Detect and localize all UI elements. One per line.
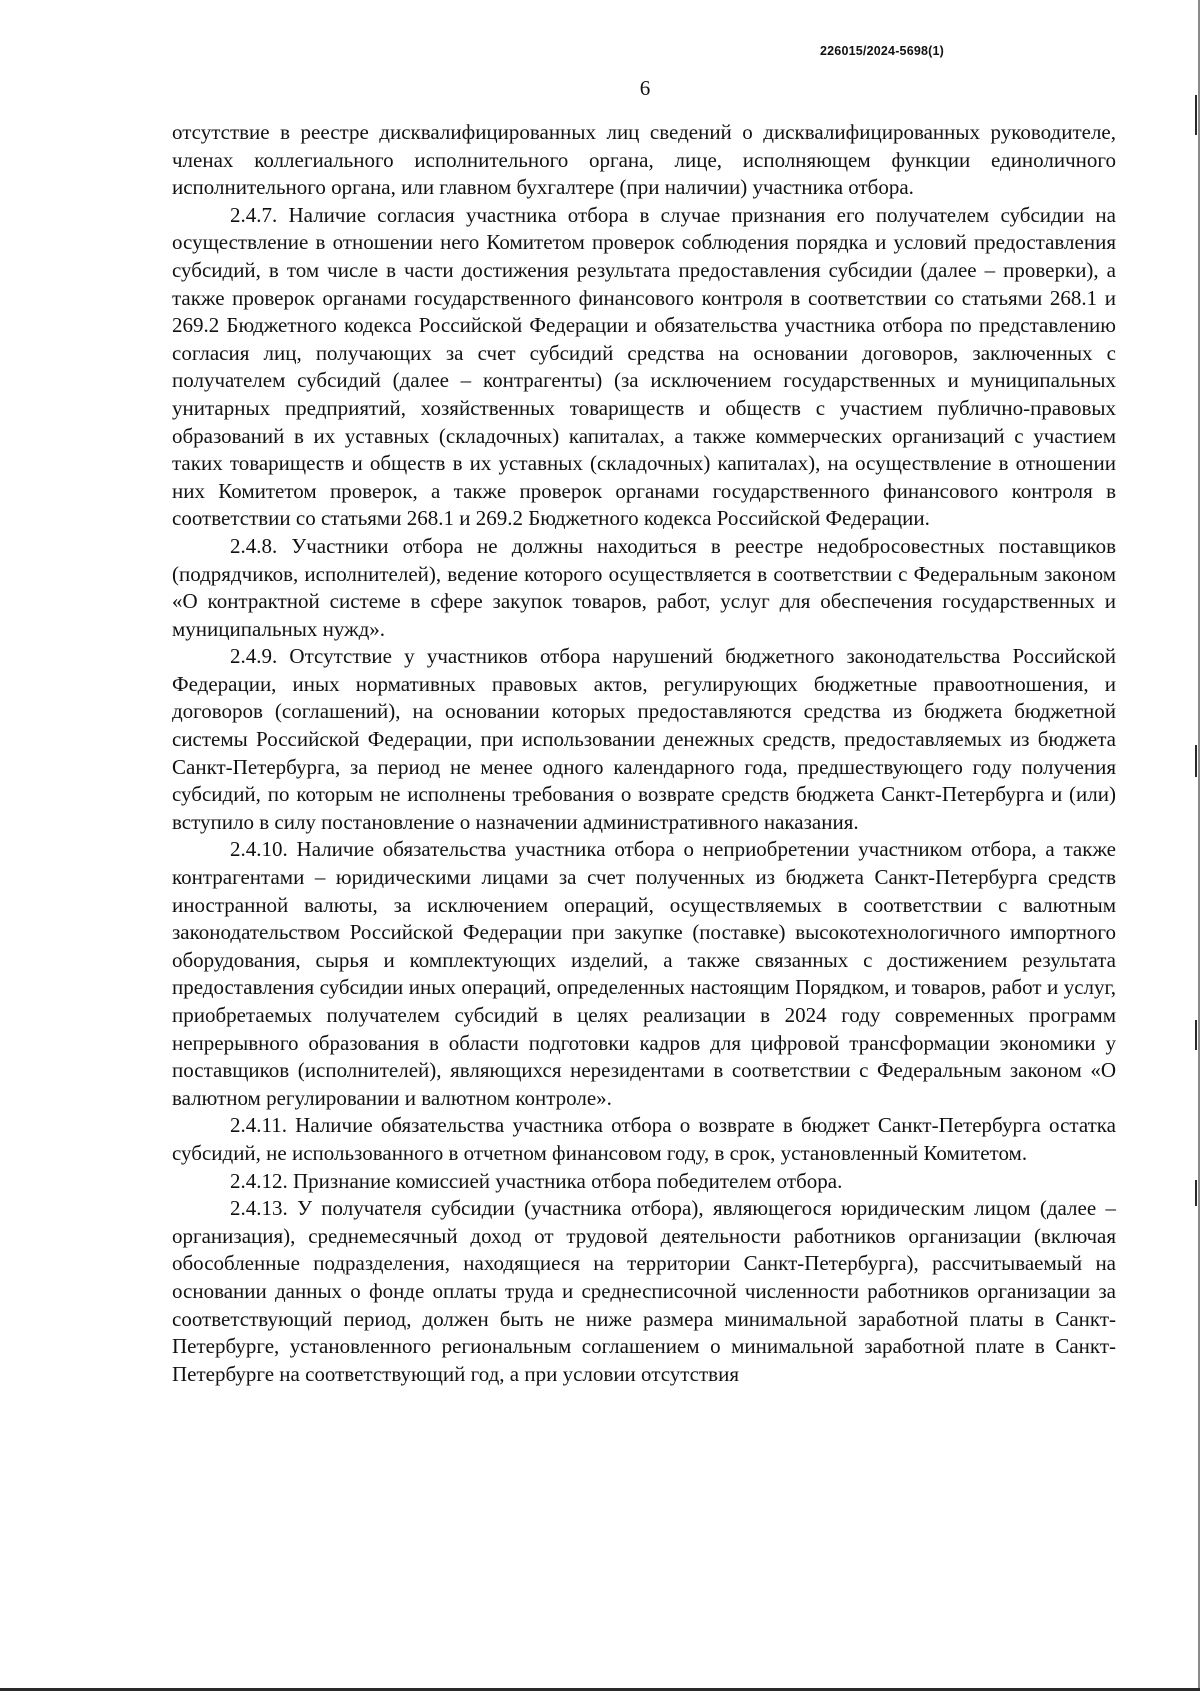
paragraph-2-4-7: 2.4.7. Наличие согласия участника отбора в случае признания его получателем субсидии на осуществление в отношении него Комитетом проверок соблюдения порядка и условий предоставления субсидий, в том числе в части достижения результата предоставления субсидии (далее – проверки), а также проверок органами государственного финансового контроля в соответствии со статьями 268.1 и 269.2 Бюджетного кодекса Российской Федерации и обязательства участника отбора по представлению согласия лиц, получающих за счет субсидий средства на основании договоров, заключенных с получателем субсидий (далее – контрагенты) (за исключением государственных и муниципальных унитарных предприятий, хозяйственных товариществ и обществ с участием публично-правовых образований в их уставных (складочных) капиталах, а также коммерческих организаций с участием таких товариществ и обществ в их уставных (складочных) капиталах), на осуществление в отношении них Комитетом проверок, а также проверок органами государственного финансового контроля в соответствии со статьями 268.1 и 269.2 Бюджетного кодекса Российской Федерации.	[172, 202, 1116, 531]
paragraph-2-4-8: 2.4.8. Участники отбора не должны находиться в реестре недобросовестных поставщиков (подрядчиков, исполнителей), ведение которого осуществляется в соответствии с Федеральным законом «О контрактной системе в сфере закупок товаров, работ, услуг для обеспечения государственных и муниципальных нужд».	[172, 533, 1116, 641]
paragraph-2-4-12: 2.4.12. Признание комиссией участника отбора победителем отбора.	[230, 1168, 843, 1193]
scan-artifact-mark	[1195, 95, 1197, 135]
document-body	[172, 119, 1116, 1388]
paragraph-2-4-13: 2.4.13. У получателя субсидии (участника отбора), являющегося юридическим лицом (далее – организация), среднемесячный доход от трудовой деятельности работников организации (включая обособленные подразделения, находящиеся на территории Санкт-Петербурга), рассчитываемый на основании данных о фонде оплаты труда и среднесписочной численности работников организации за соответствующий период, должен быть не ниже размера минимальной заработной платы в Санкт-Петербурге, установленного региональным соглашением о минимальной заработной плате в Санкт-Петербурге на соответствующий год, а при условии отсутствия	[172, 1196, 1116, 1386]
paragraph-continuation: отсутствие в реестре дисквалифицированных лиц сведений о дисквалифицированных руководителе, членах коллегиального исполнительного органа, лице, исполняющем функции единоличного исполнительного органа, или главном бухгалтере (при наличии) участника отбора.	[172, 120, 1116, 200]
page-number: 6	[639, 76, 651, 100]
document-registration-number: 226015/2024-5698(1)	[820, 44, 945, 58]
paragraph-2-4-10: 2.4.10. Наличие обязательства участника отбора о неприобретении участником отбора, а также контрагентами – юридическими лицами за счет полученных из бюджета Санкт-Петербурга средств иностранной валюты, за исключением операций, осуществляемых в соответствии с валютным законодательством Российской Федерации при закупке (поставке) высокотехнологичного импортного оборудования, сырья и комплектующих изделий, а также связанных с достижением результата предоставления субсидии иных операций, определенных настоящим Порядком, и товаров, работ и услуг, приобретаемых получателем субсидий в целях реализации в 2024 году современных программ непрерывного образования в области подготовки кадров для цифровой трансформации экономики у поставщиков (исполнителей), являющихся нерезидентами в соответствии с Федеральным законом «О валютном регулировании и валютном контроле».	[172, 837, 1116, 1110]
paragraph-2-4-11: 2.4.11. Наличие обязательства участника отбора о возврате в бюджет Санкт-Петербурга остатка субсидий, не использованного в отчетном финансовом году, в срок, установленный Комитетом.	[172, 1113, 1116, 1165]
paragraph-2-4-9: 2.4.9. Отсутствие у участников отбора нарушений бюджетного законодательства Российской Федерации, иных нормативных правовых актов, регулирующих бюджетные правоотношения, и договоров (соглашений), на основании которых предоставляются средства из бюджета бюджетной системы Российской Федерации, при использовании денежных средств, предоставляемых из бюджета Санкт-Петербурга, за период не менее одного календарного года, предшествующего году получения субсидий, по которым не исполнены требования о возврате средств бюджета Санкт-Петербурга и (или) вступило в силу постановление о назначении административного наказания.	[172, 644, 1116, 834]
scan-artifact-mark	[1195, 1020, 1197, 1050]
scan-artifact-mark	[1195, 1180, 1197, 1206]
scan-artifact-mark	[1195, 745, 1197, 777]
